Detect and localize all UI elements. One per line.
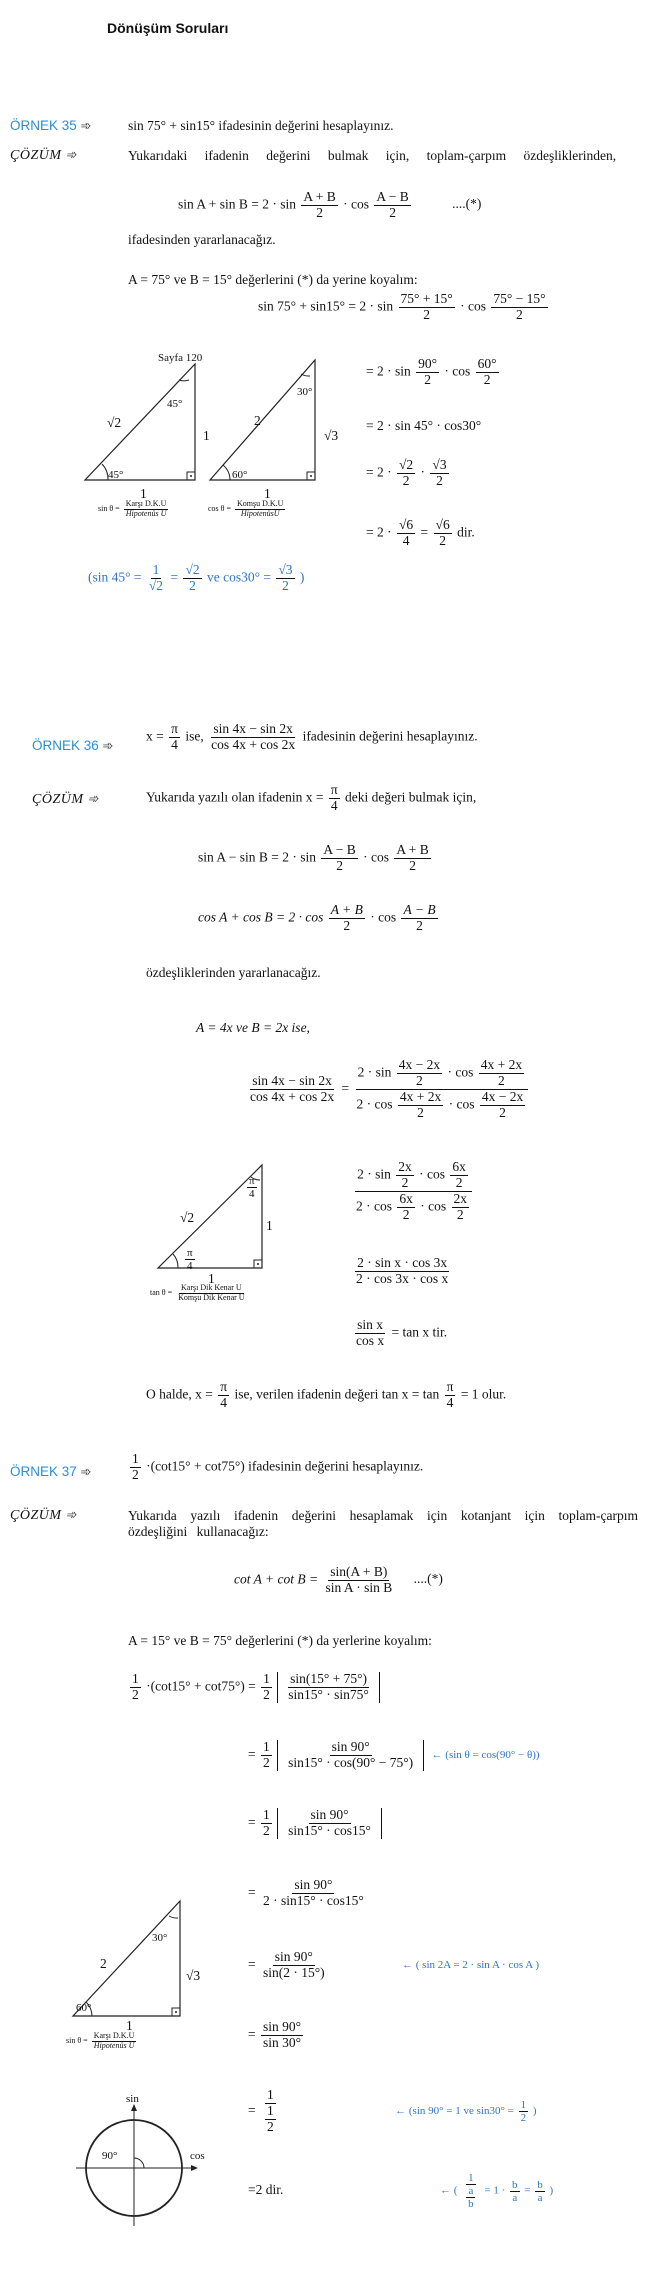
equation-line: sin 75° + sin15° = 2 · sin $\frac{75^\circ + 15^\circ}{2}$ · cos $\frac{75^\circ - 15^\circ}{2}$ — [258, 291, 546, 322]
cosine-definition: cos θ = Komşu D.K.U HipotenüsU — [208, 499, 284, 518]
example-35-label: ÖRNEK 35 ➾ — [10, 118, 92, 133]
text-line: A = 15° ve B = 75° değerlerini (*) da yerlerine koyalım: — [128, 1633, 432, 1648]
expr-line-1: $\frac{1}{2}$ ·(cot15° + cot75°) = $\frac{1}{2}$ $\frac{\sin(15^\circ + 75^\circ)}{\sin 15^\circ \cdot \sin 75^\circ}$ — [128, 1672, 380, 1703]
example-35-question: sin 75° + sin15° ifadesinin değerini hesaplayınız. — [128, 118, 394, 133]
text-line: ifadesinden yararlanacağız. — [128, 232, 276, 247]
equation-step: = 2 · $\frac{√6}{4}$ = $\frac{√6}{2}$ dir. — [366, 517, 475, 548]
note-reciprocal: ← ( 1 a b = 1 · $\frac{b}{a}$ = $\frac{b}{a}$ ) — [440, 2172, 554, 2211]
angle-label: $\frac{\pi}{4}$ — [187, 1247, 193, 1273]
angle-label: 45° — [167, 398, 183, 410]
side-label: 2 — [100, 1956, 107, 1971]
example-37-question: $\frac{1}{2}$ ·(cot15° + cot75°) ifadesinin değerini hesaplayınız. — [132, 1451, 424, 1482]
solution-35-label: ÇÖZÜM ➾ — [10, 147, 77, 163]
expr-line-7: = 1 1 2 ← (sin 90° = 1 ve sin30° = $\frac{1}{2}$ ) — [248, 2087, 537, 2134]
unit-circle — [70, 2098, 220, 2238]
hand-pointer-icon: ➾ — [87, 791, 99, 806]
angle-label: 45° — [108, 469, 124, 481]
side-label: √2 — [107, 415, 122, 430]
example-37-label: ÖRNEK 37 ➾ — [10, 1464, 92, 1479]
hand-pointer-icon: ➾ — [102, 738, 114, 753]
equation-step: = 2 · sin $\frac{90^\circ}{2}$ · cos $\frac{60^\circ}{2}$ — [366, 356, 497, 387]
side-label: 1 — [203, 428, 210, 443]
solution-37-intro: Yukarıda yazılı ifadenin değerini hesaplamak için kotanjant için toplam-çarpım özdeşliğini kullanacağız: — [128, 1508, 638, 1539]
page-title: Dönüşüm Soruları — [107, 20, 229, 36]
text-line: A = 4x ve B = 2x ise, — [196, 1020, 310, 1035]
side-label: 1 — [208, 1271, 215, 1286]
cot-sum-formula: cot A + cot B = $\frac{\sin(A + B)}{\text{sin A · sin B}}$ ....(*) — [234, 1564, 443, 1595]
hand-pointer-icon: ➾ — [65, 147, 77, 162]
solution-36-intro: Yukarıda yazılı olan ifadenin x = $\frac{\pi}{4}$ deki değeri bulmak için, — [146, 782, 477, 813]
angle-label: 30° — [297, 386, 313, 398]
side-label: 2 — [254, 413, 261, 428]
identity-cos-sum: cos A + cos B = 2 · cos $\frac{A + B}{2}$ · cos $\frac{A - B}{2}$ — [198, 902, 436, 933]
axis-label-cos: cos — [190, 2150, 205, 2162]
triangle-30-60 — [210, 360, 315, 480]
side-label: √3 — [324, 428, 339, 443]
expression-step-4: $\frac{\text{sin x}}{\text{cos x}}$ = tan x tir. — [356, 1317, 448, 1348]
side-label: 1 — [264, 486, 271, 501]
equation-step: = 2 · $\frac{√2}{2}$ · $\frac{√3}{2}$ — [366, 457, 447, 488]
sine-definition: sin θ = Karşı D.K.U Hipotenüs U — [66, 2031, 135, 2050]
angle-label: 60° — [232, 469, 248, 481]
angle-label: $\frac{\pi}{4}$ — [249, 1175, 255, 1201]
hand-pointer-icon: ➾ — [80, 1464, 92, 1479]
tangent-definition: tan θ = Karşı Dik Kenar U Komşu Dik Kenar U — [150, 1283, 245, 1302]
expr-line-5: = $\frac{\sin 90^\circ}{\sin(2 \cdot 15^\circ)}$ ← ( sin 2A = 2 · sin A · cos A ) — [248, 1949, 540, 1980]
expression-step-3: $\frac{\text{2 · sin x · cos 3x}}{\text{2 · cos 3x · cos x}}$ — [356, 1255, 449, 1286]
expression-step-2: 2 · sin $\frac{2x}{2}$ · cos $\frac{6x}{2}$ 2 · cos $\frac{6x}{2}$ · cos $\frac{2x}{2}$ — [352, 1160, 475, 1222]
equation-step: = 2 · sin 45° · cos30° — [366, 418, 482, 433]
sine-definition: sin θ = Karşı D.K.U Hipotenüs U — [98, 499, 167, 518]
triangles-figure-35 — [60, 350, 340, 520]
expr-line-4: = $\frac{\sin 90^\circ}{2 \cdot \sin 15^\circ \cdot \cos 15^\circ}$ — [248, 1877, 364, 1908]
conclusion-36: O halde, x = $\frac{\pi}{4}$ ise, verilen ifadenin değeri tan x = tan $\frac{\pi}{4}$ = 1 olur. — [146, 1379, 507, 1410]
side-label: 1 — [266, 1218, 273, 1233]
expression-step-1: $\frac{\sin 4x - \sin 2x}{\cos 4x + \cos 2x}$ = 2 · sin $\frac{4x - 2x}{2}$ · cos $\frac{4x + 2x}{2}$ 2 · cos $\frac{4x + 2x}{2}$ · cos $\frac{4x - 2x}{2}$ — [246, 1058, 531, 1120]
example-36-question: x = $\frac{\pi}{4}$ ise, $\frac{\sin 4x - \sin 2x}{\cos 4x + \cos 2x}$ ifadesinin değerini hesaplayınız. — [146, 721, 478, 752]
identity-sin-diff: sin A − sin B = 2 · sin $\frac{A - B}{2}$ · cos $\frac{A + B}{2}$ — [198, 842, 429, 873]
text-line: özdeşliklerinden yararlanacağız. — [146, 965, 321, 980]
text-line: A = 75° ve B = 15° değerlerini (*) da yerine koyalım: — [128, 272, 418, 287]
sum-product-formula: sin A + sin B = 2 · sin $\frac{A + B}{2}$ · cos $\frac{A - B}{2}$ ....(*) — [178, 189, 482, 220]
expr-line-6: = $\frac{\sin 90^\circ}{\sin 30^\circ}$ — [248, 2019, 302, 2050]
hand-pointer-icon: ➾ — [65, 1507, 77, 1522]
angle-label: 30° — [152, 1932, 168, 1944]
example-36-label: ÖRNEK 36 ➾ — [32, 738, 114, 753]
side-label: √2 — [180, 1210, 195, 1225]
note-35: (sin 45° = $\frac{1}{√2}$ = $\frac{√2}{2}$ ve cos30° = $\frac{√3}{2}$ ) — [88, 562, 305, 593]
solution-35-intro: Yukarıdaki ifadenin değerini bulmak için, toplam-çarpım özdeşliklerinden, — [128, 148, 617, 163]
triangle-45 — [85, 364, 195, 480]
expr-line-3: = $\frac{1}{2}$ $\frac{\sin 90^\circ}{\sin 15^\circ \cdot \cos 15^\circ}$ — [248, 1808, 382, 1839]
solution-36-label: ÇÖZÜM ➾ — [32, 791, 99, 807]
expr-line-2: = $\frac{1}{2}$ $\frac{\sin 90^\circ}{\sin 15^\circ \cdot \cos(90^\circ - 75^\circ)}$ ← (sin θ = cos(90° − θ)) — [248, 1739, 540, 1770]
final-result: =2 dir. — [248, 2182, 284, 2197]
hand-pointer-icon: ➾ — [80, 118, 92, 133]
angle-label: 60° — [76, 2002, 92, 2014]
solution-37-label: ÇÖZÜM ➾ — [10, 1507, 77, 1523]
axis-label-sin: sin — [126, 2093, 139, 2105]
side-label: 1 — [140, 486, 147, 501]
angle-label: 90° — [102, 2150, 118, 2162]
side-label: 1 — [126, 2018, 133, 2033]
page-reference: Sayfa 120 — [158, 352, 203, 364]
side-label: √3 — [186, 1968, 201, 1983]
